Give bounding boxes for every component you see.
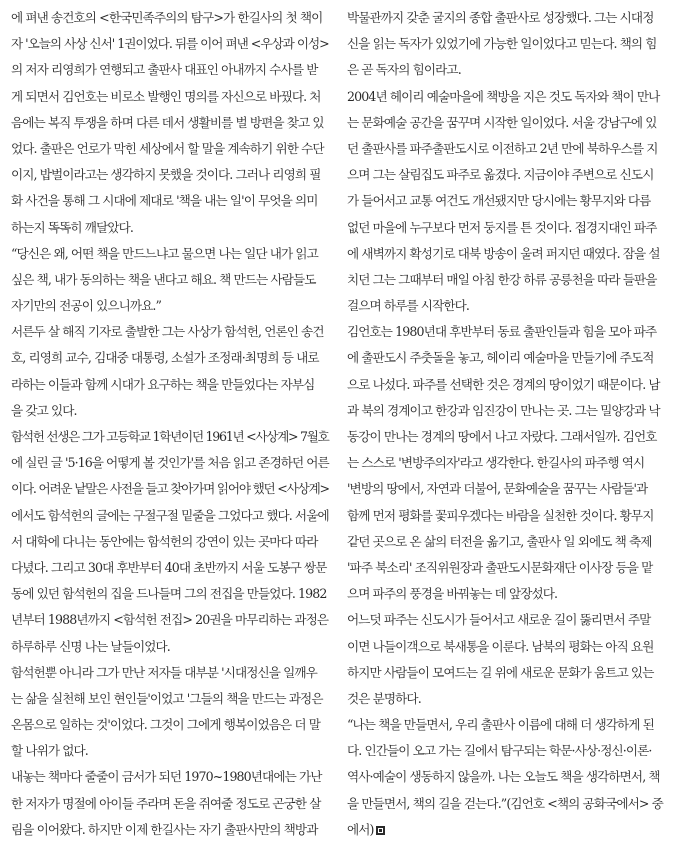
text-line: 2004년 헤이리 예술마을에 책방을 지은 것도 독자와 책이 만나 bbox=[347, 88, 660, 104]
text-line: 걸으며 하루를 시작한다. bbox=[347, 298, 469, 314]
text-line: 에 새벽까지 확성기로 대북 방송이 울려 퍼지던 때였다. 잠을 설 bbox=[347, 245, 660, 261]
text-line: 역사·예술이 생동하지 않을까. 나는 오늘도 책을 생각하면서, 책 bbox=[347, 769, 660, 785]
text-line: 동강이 만나는 경계의 땅에서 나고 자랐다. 그래서일까. 김언호 bbox=[347, 429, 657, 444]
text-line: 게 되면서 김언호는 비로소 발행인 명의를 자신으로 바꿨다. 처 bbox=[11, 88, 321, 104]
text-line: 는 삶을 실천해 보인 현인들'이었고 '그들의 책을 만드는 과정은 bbox=[11, 690, 323, 706]
text-line: 같던 곳으로 온 삶의 터전을 옮기고, 출판사 일 외에도 책 축제 bbox=[347, 533, 652, 549]
text-line: '파주 북소리' 조직위원장과 출판도시문화재단 이사장 등을 맡 bbox=[347, 559, 653, 575]
text-line: 은 곧 독자의 힘이라고. bbox=[347, 62, 461, 78]
text-line: 함께 먼저 평화를 꽃피우겠다는 바람을 실천한 것이다. 황무지 bbox=[347, 507, 654, 523]
text-line: 음에는 복직 투쟁을 하며 다른 데서 생활비를 벌 방편을 찾고 있 bbox=[11, 114, 324, 130]
text-line: 과 북의 경계이고 한강과 임진강이 만나는 곳. 그는 밀양강과 낙 bbox=[347, 402, 660, 418]
square-end-mark-icon bbox=[376, 826, 385, 835]
right-text-column bbox=[347, 0, 663, 843]
text-line: 박물관까지 갖춘 굴지의 종합 출판사로 성장했다. 그는 시대정 bbox=[347, 10, 654, 25]
text-line: 자기만의 전공이 있으니까요.” bbox=[11, 298, 162, 314]
text-line: 자 '오늘의 사상 신서' 1권이었다. 뒤를 이어 펴낸 <우상과 이성> bbox=[11, 36, 329, 52]
text-line: 서 대학에 다니는 동안에는 함석헌의 강연이 있는 곳마다 따라 bbox=[11, 533, 318, 549]
text-line: 으며 파주의 풍경을 바꿔놓는 데 앞장섰다. bbox=[347, 586, 558, 602]
text-line: 에서) bbox=[347, 817, 663, 843]
text-line: 년부터 1988년까지 <함석헌 전집> 20권을 마무리하는 과정은 bbox=[11, 612, 329, 628]
text-line: 함석헌 선생은 그가 고등학교 1학년이던 1961년 <사상계> 7월호 bbox=[11, 429, 329, 444]
text-line: '변방의 땅에서, 자연과 더불어, 문화예술을 꿈꾸는 사람들'과 bbox=[347, 481, 648, 497]
text-line: 하루하루 신명 나는 날들이었다. bbox=[11, 638, 170, 654]
text-line: 으며 그는 살림집도 파주로 옮겼다. 지금이야 주변으로 신도시 bbox=[347, 167, 654, 183]
text-line: 을 만들면서, 책의 길을 걷는다.”(김언호 <책의 공화국에서> 중 bbox=[347, 795, 663, 811]
text-line: 싶은 책, 내가 동의하는 책을 낸다고 해요. 책 만드는 사람들도 bbox=[11, 271, 316, 287]
text-line: 함석헌뿐 아니라 그가 만난 저자들 대부분 '시대정신을 일깨우 bbox=[11, 664, 317, 680]
text-line: 는 문화예술 공간을 꿈꾸며 시작한 일이었다. 서울 강남구에 있 bbox=[347, 114, 657, 130]
text-line: 호, 리영희 교수, 김대중 대통령, 소설가 조정래·최명희 등 내로 bbox=[11, 350, 319, 366]
text-line: 이면 나들이객으로 북새통을 이룬다. 남북의 평화는 아직 요원 bbox=[347, 638, 654, 654]
text-line: 다녔다. 그리고 30대 후반부터 40대 초반까지 서울 도봉구 쌍문 bbox=[11, 559, 327, 575]
text-line: 을 갖고 있다. bbox=[11, 402, 77, 418]
text-line: 한 저자가 명절에 아이들 주라며 돈을 쥐여줄 정도로 곤궁한 살 bbox=[11, 795, 321, 811]
text-line: 없던 마을에 누구보다 먼저 둥지를 튼 것이다. 접경지대인 파주 bbox=[347, 219, 657, 235]
text-line: 가 들어서고 교통 여건도 개선됐지만 당시에는 황무지와 다름 bbox=[347, 193, 651, 209]
text-line: 화 사건을 통해 그 시대에 제대로 '책을 내는 일'이 무엇을 의미 bbox=[11, 193, 318, 209]
text-line: 신을 읽는 독자가 있었기에 가능한 일이었다고 믿는다. 책의 힘 bbox=[347, 36, 657, 52]
text-line: 림을 이어왔다. 하지만 이제 한길사는 자기 출판사만의 책방과 bbox=[11, 821, 318, 837]
text-line: 내놓는 책마다 줄줄이 금서가 되던 1970~1980년대에는 가난 bbox=[11, 769, 322, 785]
left-text-column bbox=[11, 0, 327, 843]
text-line: 다. 인간들이 오고 가는 길에서 탐구되는 학문·사상·정신·이론· bbox=[347, 743, 652, 759]
text-line: 동에 있던 함석헌의 집을 드나들며 그의 전집을 만들었다. 1982 bbox=[11, 586, 327, 602]
text-line: 에 출판도시 주춧돌을 놓고, 헤이리 예술마을 만들기에 주도적 bbox=[347, 350, 654, 366]
text-line: 에 실린 글 '5·16을 어떻게 볼 것인가'를 처음 읽고 존경하던 어른 bbox=[11, 455, 329, 471]
text-line: 치던 그는 그때부터 매일 아침 한강 하류 공릉천을 따라 들판을 bbox=[347, 271, 657, 287]
text-line: “당신은 왜, 어떤 책을 만드느냐고 물으면 나는 일단 내가 읽고 bbox=[11, 245, 318, 261]
text-line: 서른두 살 해직 기자로 출발한 그는 사상가 함석헌, 언론인 송건 bbox=[11, 324, 324, 340]
text-line: 었다. 출판은 언로가 막힌 세상에서 할 말을 계속하기 위한 수단 bbox=[11, 140, 324, 156]
text-line: 김언호는 1980년대 후반부터 동료 출판인들과 힘을 모아 파주 bbox=[347, 324, 657, 340]
text-line: 이다. 어려운 낱말은 사전을 들고 찾아가며 읽어야 했던 <사상계> bbox=[11, 481, 329, 497]
text-line: 온몸으로 일하는 것'이었다. 그것이 그에게 행복이었음은 더 말 bbox=[11, 717, 321, 733]
text-line: 어느덧 파주는 신도시가 들어서고 새로운 길이 뚫리면서 주말 bbox=[347, 612, 651, 628]
text-line: 에서도 함석헌의 글에는 구절구절 밑줄을 그었다고 했다. 서울에 bbox=[11, 507, 329, 523]
text-line: 던 출판사를 파주출판도시로 이전하고 2년 만에 북하우스를 지 bbox=[347, 140, 658, 156]
text-line: 라하는 이들과 함께 시대가 요구하는 책을 만들었다는 자부심 bbox=[11, 376, 315, 392]
text-line: 할 나위가 없다. bbox=[11, 743, 88, 759]
text-line: 으로 나섰다. 파주를 선택한 것은 경계의 땅이었기 때문이다. 남 bbox=[347, 376, 660, 392]
text-line: 에 펴낸 송건호의 <한국민족주의의 탐구>가 한길사의 첫 책이 bbox=[11, 10, 323, 25]
text-line: “나는 책을 만들면서, 우리 출판사 이름에 대해 더 생각하게 된 bbox=[347, 717, 654, 733]
text-line: 이지, 밥벌이라고는 생각하지 못했을 것이다. 그러나 리영희 필 bbox=[11, 167, 321, 183]
text-line: 하는지 똑똑히 깨달았다. bbox=[11, 219, 133, 235]
text-line: 의 저자 리영희가 연행되고 출판사 대표인 아내까지 수사를 받 bbox=[11, 62, 318, 78]
text-line: 하지만 사람들이 모여드는 길 위에 새로운 문화가 움트고 있는 bbox=[347, 664, 654, 680]
text-line: 는 스스로 '변방주의자'라고 생각한다. 한길사의 파주행 역시 bbox=[347, 455, 645, 471]
text-line: 것은 분명하다. bbox=[347, 690, 421, 706]
